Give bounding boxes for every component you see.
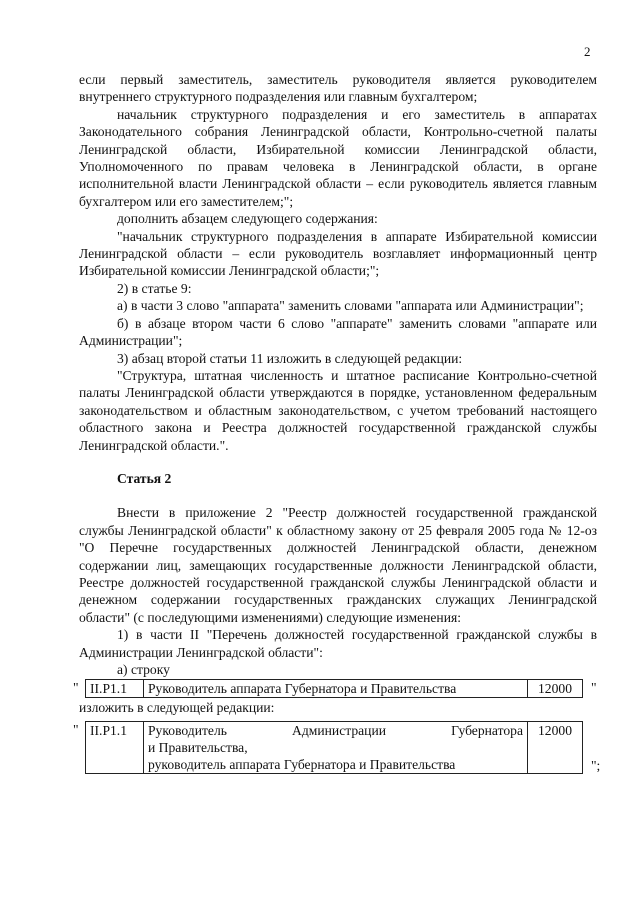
close-quote: " — [591, 680, 597, 696]
paragraph: "начальник структурного подразделения в аппарате Избирательной комиссии Ленинградской области – если руководитель возглавляет информационный центр Избирательной комиссии Ленинградской области;"; — [79, 228, 597, 279]
title-line: и Правительства, — [148, 739, 248, 755]
position-table-new — [85, 721, 583, 774]
title-line — [148, 722, 523, 739]
position-title: Руководитель аппарата Губернатора и Правительства — [144, 680, 528, 698]
new-row — [73, 721, 601, 774]
position-code: II.P1.1 — [86, 680, 144, 698]
title-word: Руководитель — [148, 722, 227, 738]
position-table-old — [85, 679, 583, 698]
paragraph: 2) в статье 9: — [117, 280, 192, 296]
paragraph: б) в абзаце втором части 6 слово "аппарате" заменить словами "аппарате или Администрации"; — [79, 315, 597, 349]
open-quote: " — [73, 721, 79, 737]
paragraph: 3) абзац второй статьи 11 изложить в следующей редакции: — [117, 350, 463, 366]
position-code: II.P1.1 — [86, 721, 144, 773]
close-quote: "; — [591, 757, 601, 773]
paragraph: а) строку — [117, 662, 170, 677]
paragraph: 1) в части II "Перечень должностей государственной гражданской службы в Администрации Ленинградской области": — [79, 627, 597, 660]
article-heading: Статья 2 — [117, 470, 172, 486]
title-line: руководитель аппарата Губернатора и Правительства — [148, 756, 456, 772]
paragraph: изложить в следующей редакции: — [79, 700, 275, 716]
table-row — [86, 721, 583, 773]
open-quote: " — [73, 680, 79, 696]
position-amount: 12000 — [528, 680, 583, 698]
paragraph: Внести в приложение 2 "Реестр должностей государственной гражданской службы Ленинградской области" к областному закону от 25 февраля 2005 года № 12-оз "О Перечне государственных должностей Ленинградской области, денежном содержании лиц, замещающих государственные должности Ленинградской области, Реестре должностей государственной гражданской службы Ленинградской области и денежном содержании государственных гражданских служащих Ленинградской области" (с последующими изменениями) следующие изменения: — [79, 505, 597, 625]
old-row — [73, 679, 597, 698]
paragraph: начальник структурного подразделения и его заместитель в аппаратах Законодательного собрания Ленинградской области, Контрольно-счетной палаты Ленинградской области, Избирательной комиссии Ленинградской области, Уполномоченного по правам человека в Ленинградской области, в органе исполнительной власти Ленинградской области – если руководитель является главным бухгалтером или его заместителем;"; — [79, 106, 597, 209]
title-word: Администрации — [292, 722, 387, 738]
paragraph: "Структура, штатная численность и штатное расписание Контрольно-счетной палаты Ленинградской области утверждаются в порядке, установленном федеральным законодательством и областным законодательством, с учетом требований настоящего областного закона и Реестра должностей государственной гражданской службы Ленинградской области.". — [79, 367, 597, 453]
position-amount: 12000 — [528, 721, 583, 773]
table-row — [86, 680, 583, 698]
paragraph: если первый заместитель, заместитель руководителя является руководителем внутреннего структурного подразделения или главным бухгалтером; — [79, 72, 597, 105]
page-number: 2 — [584, 44, 591, 59]
position-title — [144, 721, 528, 773]
paragraph: а) в части 3 слово "аппарата" заменить словами "аппарата или Администрации"; — [117, 298, 584, 314]
title-word: Губернатора — [451, 722, 523, 738]
paragraph: дополнить абзацем следующего содержания: — [117, 211, 378, 227]
document-body — [73, 71, 601, 775]
